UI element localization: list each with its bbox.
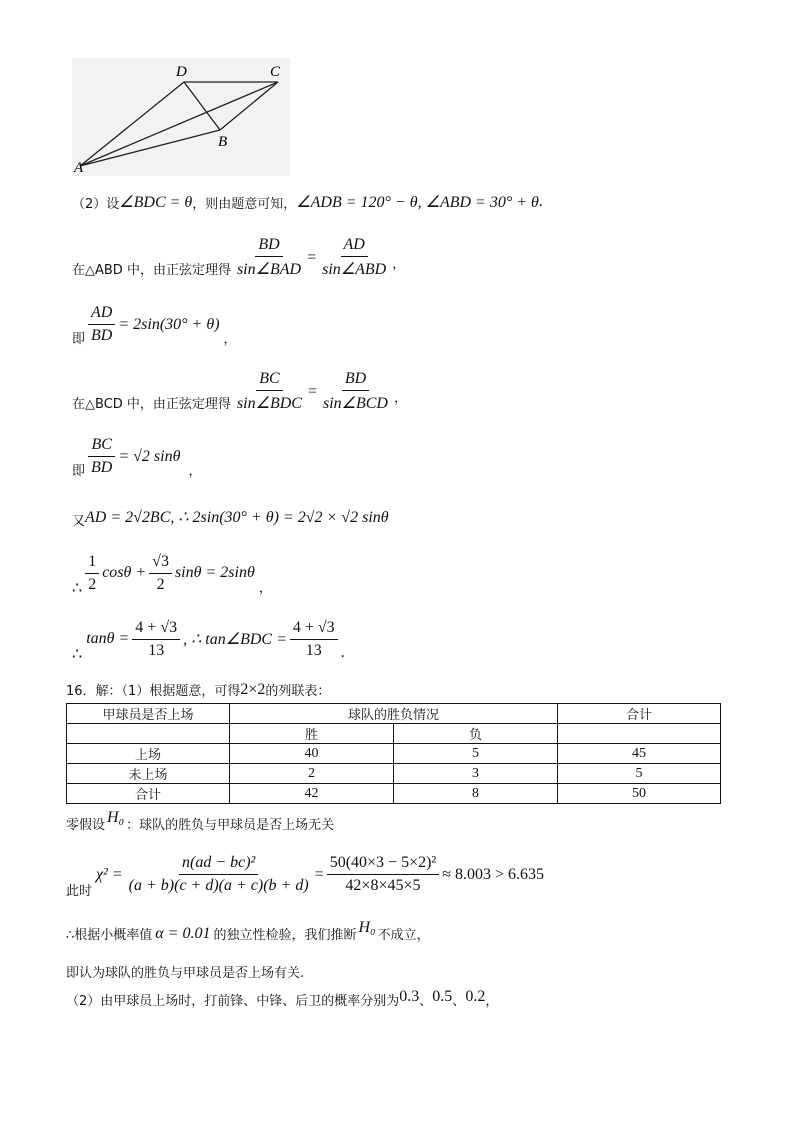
frac-bd-sin-bad: [234, 236, 304, 279]
frac-den: sin∠BCD: [322, 395, 388, 412]
table-cell: 未上场: [67, 764, 230, 784]
ji2-rhs: = √2 sinθ: [118, 447, 181, 465]
table-cell: 5: [394, 744, 558, 764]
h0-symbol-2: H₀: [358, 918, 376, 936]
frac-num: 4 + √3: [132, 619, 180, 640]
null-hypothesis: [66, 808, 335, 833]
ji-ad-bd: [72, 302, 237, 347]
empty-cell: [67, 724, 230, 744]
conclusion1-mid: 的独立性检验，我们推断: [213, 928, 357, 943]
table-cell: 上场: [67, 744, 230, 764]
frac-den: BD: [91, 327, 113, 344]
frac-num: √3: [149, 553, 172, 574]
abd-end: ，: [392, 257, 406, 272]
table-cell: 3: [394, 764, 558, 784]
part2-probabilities: [66, 987, 499, 1009]
chi-lhs: χ² =: [96, 865, 123, 883]
frac-den: 13: [305, 641, 322, 659]
label-a: A: [74, 160, 84, 176]
frac-den: 13: [148, 641, 165, 659]
ji2-prefix: 即: [72, 464, 86, 479]
part2b-prefix: （2）由甲球员上场时，打前锋、中锋、后卫的概率分别为: [66, 994, 400, 1009]
frac-den: sin∠ABD: [322, 261, 387, 278]
chi-rhs: ≈ 8.003 > 6.635: [442, 865, 545, 883]
geometry-figure: [72, 58, 290, 176]
frac-num: AD: [88, 304, 115, 325]
table-cell: 合计: [67, 784, 230, 804]
sine-law-abd: 在△ABD 中，由正弦定理得 $\frac{BD}{\text{sin∠BAD}}$ = $\frac{AD}{\text{sin∠ABD}}$ ，: [72, 236, 406, 278]
ji2-end: ，: [188, 464, 202, 479]
frac-one-half: [85, 553, 99, 594]
conclusion1-prefix: ∴根据小概率值: [66, 928, 153, 943]
therefore1-end: ，: [258, 580, 272, 596]
label-c: C: [270, 64, 281, 80]
frac-num: AD: [341, 236, 368, 257]
chi-prefix: 此时: [66, 884, 93, 899]
frac-ad-sin-abd: [319, 236, 389, 279]
prob-center: 0.5: [432, 987, 453, 1005]
frac-sqrt3-half: [149, 553, 172, 594]
conclusion-1: [66, 918, 430, 943]
table-row: [67, 784, 721, 804]
sep-2: 、: [452, 994, 466, 1009]
table-header-row-1: [67, 704, 721, 724]
header-cell: 负: [394, 724, 558, 744]
question-16-intro: [66, 680, 330, 699]
frac-den: sin∠BAD: [236, 261, 302, 278]
ji1-prefix: 即: [72, 332, 86, 347]
therefore2-end: .: [340, 644, 345, 661]
header-cell: 球队的胜负情况: [230, 704, 558, 724]
part2-intro: [72, 192, 543, 212]
abd-prefix: 在△ABD 中，由正弦定理得: [72, 263, 231, 278]
frac-ad-bd: [88, 304, 115, 345]
table-header-row-2: [67, 724, 721, 744]
part2-prefix: （2）设: [72, 196, 120, 212]
therefore2-mid: , ∴ tan∠BDC =: [183, 631, 287, 648]
therefore2-prefix: ∴: [72, 646, 83, 663]
quadrilateral-diagram: [72, 58, 290, 176]
frac-bc-bd: [88, 436, 115, 477]
frac-num: 50(40×3 − 5×2)²: [327, 854, 440, 875]
bcd-end: ，: [393, 391, 407, 406]
q16-prefix: 16．解：（1）根据题意，可得: [66, 684, 241, 699]
h0-symbol: H₀: [107, 808, 125, 826]
chi-eq: =: [314, 865, 324, 883]
frac-tan-bdc-value: [290, 619, 338, 660]
part2-mid: ，则由题意可知，: [192, 196, 297, 212]
you-line: [72, 504, 389, 529]
therefore1-mid2: sinθ = 2sinθ: [174, 564, 255, 581]
frac-num: BC: [88, 436, 114, 457]
header-cell: 胜: [230, 724, 394, 744]
frac-tan-value: [132, 619, 180, 660]
hypothesis-prefix: 零假设: [66, 818, 106, 833]
table-cell: 8: [394, 784, 558, 804]
q16-size: 2×2: [240, 680, 266, 698]
table-cell: 50: [558, 784, 721, 804]
ji1-end: ，: [223, 332, 237, 347]
table-cell: 2: [230, 764, 394, 784]
therefore-line-2: [72, 614, 345, 664]
prob-forward: 0.3: [399, 987, 420, 1005]
conclusion1-end: 不成立，: [377, 928, 430, 943]
table-cell: 5: [558, 764, 721, 784]
table-cell: 45: [558, 744, 721, 764]
therefore1-mid1: cosθ +: [102, 564, 147, 581]
frac-num: n(ad − bc)²: [179, 854, 258, 875]
frac-num: BD: [342, 370, 369, 391]
chi-square-line: [66, 850, 544, 899]
therefore2-lhs: tanθ =: [86, 630, 130, 647]
angle-bdc-eq: ∠BDC = θ: [119, 194, 193, 211]
part2-end: .: [538, 193, 543, 210]
bcd-prefix: 在△BCD 中，由正弦定理得: [72, 397, 231, 412]
ji-bc-bd: [72, 434, 201, 479]
therefore-line-1: [72, 548, 272, 598]
frac-num: 1: [85, 553, 99, 574]
frac-num: 4 + √3: [290, 619, 338, 640]
frac-den: sin∠BDC: [236, 395, 302, 412]
frac-den: 42×8×45×5: [345, 877, 421, 894]
label-b: B: [218, 134, 228, 150]
alpha-value: α = 0.01: [155, 924, 211, 942]
conclusion2-text: 即认为球队的胜负与甲球员是否上场有关.: [66, 966, 305, 981]
you-eq: AD = 2√2BC, ∴ 2sin(30° + θ) = 2√2 × √2 sinθ: [85, 508, 389, 526]
therefore1-prefix: ∴: [72, 580, 83, 597]
angle-relations: ∠ADB = 120° − θ, ∠ABD = 30° + θ: [296, 194, 539, 211]
sine-law-bcd: 在△BCD 中，由正弦定理得 $\frac{BC}{\text{sin∠BDC}}$ = $\frac{BD}{\text{sin∠BCD}}$ ，: [72, 370, 407, 412]
conclusion-2: [66, 962, 304, 981]
table-cell: 42: [230, 784, 394, 804]
frac-den: 2: [156, 575, 165, 593]
contingency-table: [66, 703, 721, 804]
frac-den: (a + b)(c + d)(a + c)(b + d): [128, 877, 309, 894]
frac-chi-values: [327, 854, 440, 895]
hypothesis-text: ：球队的胜负与甲球员是否上场无关: [126, 818, 335, 833]
table-cell: 40: [230, 744, 394, 764]
empty-cell: [558, 724, 721, 744]
header-cell: 甲球员是否上场: [67, 704, 230, 724]
frac-chi-formula: [126, 854, 312, 895]
frac-den: 2: [88, 575, 97, 593]
frac-den: BD: [91, 459, 113, 476]
you-prefix: 又: [72, 514, 86, 529]
prob-guard: 0.2: [465, 987, 486, 1005]
table-row: [67, 764, 721, 784]
header-cell: 合计: [558, 704, 721, 724]
sep-1: 、: [419, 994, 433, 1009]
frac-num: BC: [256, 370, 282, 391]
table-row: [67, 744, 721, 764]
frac-bd-sin-bcd: [320, 370, 391, 413]
frac-num: BD: [255, 236, 282, 257]
label-d: D: [176, 64, 187, 80]
frac-bc-sin-bdc: [234, 370, 305, 413]
q16-suffix: 的列联表：: [265, 684, 331, 699]
ji1-rhs: = 2sin(30° + θ): [118, 315, 220, 333]
part2b-end: ，: [485, 994, 499, 1009]
